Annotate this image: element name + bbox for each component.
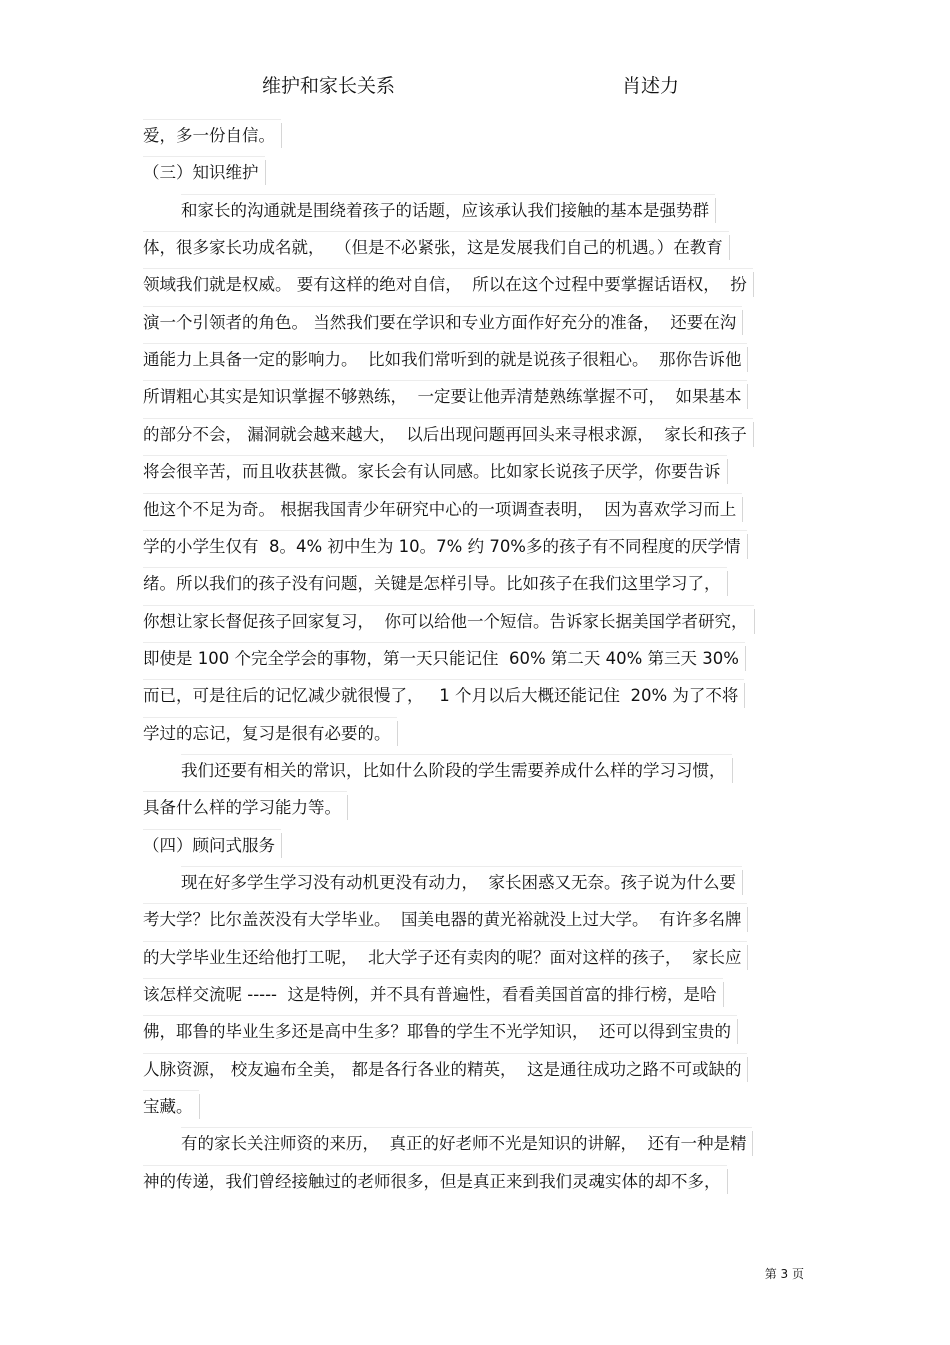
text-line <box>143 939 741 977</box>
text-line-content: 将会很辛苦，而且收获甚微。家长会有认同感。比如家长说孩子厌学，你要告诉 <box>143 462 721 482</box>
scan-artifact-bar <box>753 422 754 447</box>
scan-artifact-rule <box>143 1015 737 1016</box>
text-line <box>143 565 721 603</box>
scan-artifact-bar <box>747 534 748 559</box>
text-line-content: 体，很多家长功成名就， （但是不必紧张，这是发展我们自己的机遇。）在教育 <box>143 238 723 258</box>
text-line-content: 的部分不会， 漏洞就会越来越大， 以后出现问题再回头来寻根求源， 家长和孩子 <box>143 424 747 444</box>
scan-artifact-rule <box>143 642 745 643</box>
header-author: 肖述力 <box>622 75 680 97</box>
scan-artifact-rule <box>143 829 281 830</box>
text-line-content: 有的家长关注师资的来历， 真正的好老师不光是知识的讲解， 还有一种是精 <box>181 1134 747 1154</box>
scan-artifact-rule <box>143 1053 747 1054</box>
text-line-content: 佛，耶鲁的毕业生多还是高中生多？耶鲁的学生不光学知识， 还可以得到宝贵的 <box>143 1022 731 1042</box>
text-line-content: 所谓粗心其实是知识掌握不够熟练， 一定要让他弄清楚熟练掌握不可， 如果基本 <box>143 387 742 407</box>
text-line <box>143 1013 731 1051</box>
text-line-content: 他这个不足为奇。 根据我国青少年研究中心的一项调查表明， 因为喜欢学习而上 <box>143 499 737 519</box>
scan-artifact-bar <box>754 609 755 634</box>
scan-artifact-bar <box>732 758 733 783</box>
text-line-content: 考大学？比尔盖茨没有大学毕业。 国美电器的黄光裕就没上过大学。 有许多名牌 <box>143 910 742 930</box>
scan-artifact-rule <box>181 866 742 867</box>
text-line-content: 学过的忘记，复习是很有必要的。 <box>143 723 391 743</box>
text-line <box>143 416 747 454</box>
scan-artifact-rule <box>143 530 747 531</box>
scan-artifact-rule <box>143 1165 727 1166</box>
text-line <box>143 603 748 641</box>
scan-artifact-bar <box>752 1131 753 1156</box>
scan-artifact-rule <box>143 418 753 419</box>
scan-artifact-rule <box>181 1127 752 1128</box>
scan-artifact-rule <box>143 343 747 344</box>
scan-artifact-rule <box>143 567 727 568</box>
text-line <box>143 266 747 304</box>
text-line-content: 神的传递，我们曾经接触过的老师很多，但是真正来到我们灵魂实体的却不多， <box>143 1171 721 1191</box>
text-line-content: 领域我们就是权威。 要有这样的绝对自信， 所以在这个过程中要掌握话语权， 扮 <box>143 275 747 295</box>
text-line <box>143 528 741 566</box>
scan-artifact-bar <box>747 347 748 372</box>
scan-artifact-rule <box>143 268 753 269</box>
scan-artifact-bar <box>745 646 746 671</box>
scan-artifact-rule <box>143 1090 199 1091</box>
scan-artifact-rule <box>143 791 347 792</box>
text-line <box>143 491 736 529</box>
text-line <box>181 192 709 230</box>
text-line <box>143 1163 721 1201</box>
scan-artifact-rule <box>143 605 754 606</box>
scan-artifact-bar <box>727 1169 728 1194</box>
scan-artifact-rule <box>143 493 742 494</box>
scan-artifact-bar <box>723 982 724 1007</box>
text-line-content: 现在好多学生学习没有动机更没有动力， 家长困惑又无奈。孩子说为什么要 <box>181 873 736 892</box>
scan-artifact-rule <box>143 679 744 680</box>
text-line-content: 而已，可是往后的记忆减少就很慢了， 1 个月以后大概还能记住 20% 为了不将 <box>143 686 739 706</box>
page-number: 第 3 页 <box>764 1267 804 1281</box>
scan-artifact-rule <box>143 903 747 904</box>
header-title: 维护和家长关系 <box>262 75 396 97</box>
text-line-content: 演一个引领者的角色。 当然我们要在学识和专业方面作好充分的准备， 还要在沟 <box>143 312 737 332</box>
scan-artifact-bar <box>747 384 748 409</box>
scan-artifact-bar <box>753 272 754 297</box>
scan-artifact-bar <box>265 160 266 185</box>
text-line <box>143 901 741 939</box>
scan-artifact-bar <box>737 1019 738 1044</box>
text-line <box>143 715 391 753</box>
text-line <box>181 864 736 902</box>
text-line <box>143 341 741 379</box>
text-line-content: 宝藏。 <box>143 1097 193 1117</box>
text-line <box>143 229 723 267</box>
scan-artifact-rule <box>143 717 397 718</box>
text-line <box>143 640 739 678</box>
scan-artifact-rule <box>143 380 747 381</box>
text-line <box>143 1088 193 1126</box>
scan-artifact-bar <box>199 1094 200 1119</box>
scan-artifact-bar <box>747 945 748 970</box>
text-line <box>143 378 741 416</box>
text-line-content: 我们还要有相关的常识，比如什么阶段的学生需要养成什么样的学习习惯， <box>181 760 726 780</box>
scan-artifact-bar <box>347 795 348 820</box>
text-line <box>143 304 736 342</box>
text-line-content: 学的小学生仅有 8。4% 初中生为 10。7% 约 70%多的孩子有不同程度的厌学情 <box>143 536 741 556</box>
scan-artifact-bar <box>715 198 716 223</box>
text-line <box>143 154 259 192</box>
text-line-content: 绪。所以我们的孩子没有问题，关键是怎样引导。比如孩子在我们这里学习了， <box>143 574 721 594</box>
scan-artifact-bar <box>742 310 743 335</box>
scan-artifact-bar <box>397 721 398 746</box>
text-line-content: 爱，多一份自信。 <box>143 126 275 145</box>
text-line-content: （四）顾问式服务 <box>143 835 275 855</box>
text-line-content: 你想让家长督促孩子回家复习， 你可以给他一个短信。告诉家长据美国学者研究， <box>143 611 748 631</box>
text-line <box>143 453 721 491</box>
scan-artifact-bar <box>727 459 728 484</box>
text-line <box>143 827 275 865</box>
scan-artifact-rule <box>143 941 747 942</box>
scan-artifact-rule <box>181 194 715 195</box>
text-line <box>143 789 341 827</box>
scan-artifact-bar <box>281 833 282 858</box>
scan-artifact-rule <box>143 156 265 157</box>
scan-artifact-rule <box>143 455 727 456</box>
text-line <box>143 677 738 715</box>
scan-artifact-bar <box>747 1057 748 1082</box>
text-line <box>143 1051 741 1089</box>
scan-artifact-bar <box>747 907 748 932</box>
text-line-content: 人脉资源， 校友遍布全美， 都是各行各业的精英， 这是通往成功之路不可或缺的 <box>143 1059 742 1079</box>
scan-artifact-rule <box>143 231 729 232</box>
scan-artifact-bar <box>727 571 728 596</box>
scan-artifact-bar <box>729 235 730 260</box>
text-line <box>143 976 717 1014</box>
scan-artifact-rule <box>143 119 281 120</box>
scan-artifact-rule <box>181 754 732 755</box>
text-line-content: 该怎样交流呢 ----- 这是特例，并不具有普遍性，看看美国首富的排行榜，是哈 <box>143 985 717 1005</box>
text-line-content: 通能力上具备一定的影响力。 比如我们常听到的就是说孩子很粗心。 那你告诉他 <box>143 350 742 370</box>
scan-artifact-bar <box>744 683 745 708</box>
text-line <box>181 1125 746 1163</box>
text-line-content: 的大学毕业生还给他打工呢， 北大学子还有卖肉的呢？面对这样的孩子， 家长应 <box>143 947 742 967</box>
text-line-content: 和家长的沟通就是围绕着孩子的话题，应该承认我们接触的基本是强势群 <box>181 200 709 220</box>
text-line-content: （三）知识维护 <box>143 163 259 183</box>
text-line-content: 具备什么样的学习能力等。 <box>143 798 341 818</box>
text-line <box>143 117 275 155</box>
scan-artifact-rule <box>143 306 742 307</box>
scan-artifact-bar <box>742 870 743 895</box>
scan-artifact-bar <box>742 497 743 522</box>
text-line <box>181 752 726 790</box>
text-line-content: 即使是 100 个完全学会的事物，第一天只能记住 60% 第二天 40% 第三天 30% <box>143 648 739 668</box>
scan-artifact-rule <box>143 978 723 979</box>
scan-artifact-bar <box>281 123 282 148</box>
